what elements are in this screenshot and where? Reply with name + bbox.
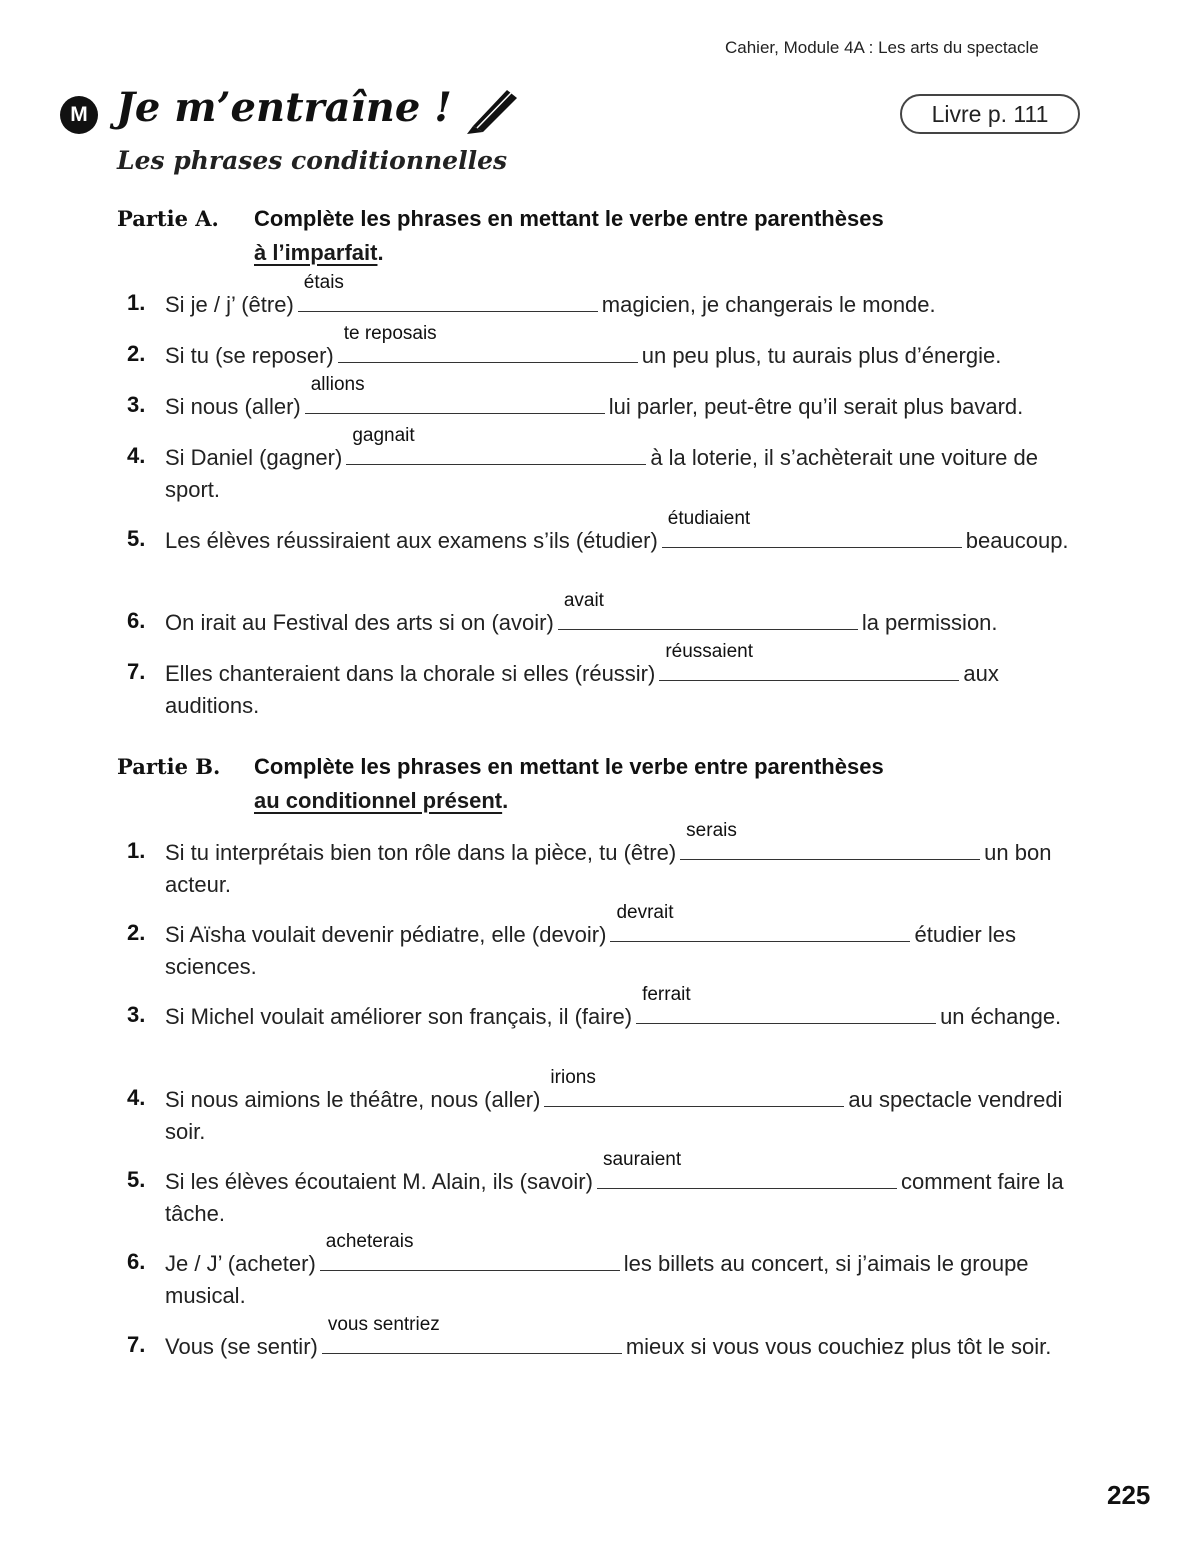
item-prompt: Si je / j’ (être): [165, 292, 294, 317]
partA-item-4: [127, 425, 1087, 506]
module-badge: M: [60, 96, 98, 134]
item-prompt: Elles chanteraient dans la chorale si elles (réussir): [165, 661, 656, 686]
item-prompt: Si Daniel (gagner): [165, 445, 343, 470]
partA-item-6: [127, 590, 1087, 639]
answer-field[interactable]: [298, 272, 598, 312]
page-header: Cahier, Module 4A : Les arts du spectacle: [725, 38, 1039, 57]
item-continuation: mieux si vous vous couchiez plus tôt le soir.: [625, 1334, 1052, 1359]
item-number: 3.: [127, 392, 146, 417]
item-continuation: magicien, je changerais le monde.: [601, 292, 936, 317]
item-continuation: la permission.: [861, 610, 998, 635]
item-number: 4.: [127, 1085, 146, 1110]
item-continuation: un échange.: [940, 1004, 1062, 1029]
partB-instruction-end: .: [502, 788, 509, 813]
partA-item-3: [127, 374, 1087, 423]
pencil-icon: [463, 84, 523, 134]
item-prompt: Si tu interprétais bien ton rôle dans la pièce, tu (être): [165, 840, 677, 865]
partA-instruction-line2: [117, 236, 884, 270]
answer-field[interactable]: [659, 641, 959, 681]
item-prompt: On irait au Festival des arts si on (avoir): [165, 610, 554, 635]
partB-item-4: [127, 1067, 1087, 1148]
title-row: [60, 84, 1090, 144]
answer-text: ferrait: [642, 984, 691, 1005]
item-number: 4.: [127, 443, 146, 468]
answer-field[interactable]: [558, 590, 858, 630]
partB-instruction: Complète les phrases en mettant le verbe entre parenthèses: [254, 754, 884, 779]
item-prompt: Si tu (se reposer): [165, 343, 334, 368]
answer-field[interactable]: [597, 1149, 897, 1189]
item-number: 1.: [127, 838, 146, 863]
item-number: 6.: [127, 608, 146, 633]
livre-reference-badge: Livre p. 111: [900, 94, 1080, 134]
partB-item-6: [127, 1231, 1087, 1312]
partB-instruction-line2: [117, 784, 884, 818]
partA-item-2: [127, 323, 1087, 372]
partB-item-1: [127, 820, 1087, 901]
answer-text: vous sentriez: [327, 1314, 440, 1335]
item-number: 5.: [127, 526, 146, 551]
page-title: Je m’entraîne !: [116, 84, 452, 131]
answer-text: gagnait: [352, 425, 415, 446]
item-continuation: les billets au concert, si j’aimais le groupe musical.: [165, 1251, 1029, 1308]
item-continuation: un bon acteur.: [165, 840, 1052, 897]
answer-text: serais: [686, 820, 737, 841]
item-number: 5.: [127, 1167, 146, 1192]
answer-text: avait: [563, 590, 604, 611]
item-prompt: Vous (se sentir): [165, 1334, 318, 1359]
partA-label: Partie A.: [117, 206, 219, 231]
item-number: 7.: [127, 1332, 146, 1357]
partB-label: Partie B.: [117, 754, 221, 779]
partA-heading: [117, 202, 884, 270]
answer-field[interactable]: [544, 1067, 844, 1107]
answer-field[interactable]: [610, 902, 910, 942]
item-prompt: Si nous (aller): [165, 394, 301, 419]
answer-field[interactable]: [662, 508, 962, 548]
item-prompt: Les élèves réussiraient aux examens s’ils (étudier): [165, 528, 658, 553]
item-number: 7.: [127, 659, 146, 684]
answer-text: devrait: [616, 902, 674, 923]
answer-text: étudiaient: [667, 508, 751, 529]
item-continuation: aux auditions.: [165, 661, 999, 718]
answer-field[interactable]: [320, 1231, 620, 1271]
item-number: 2.: [127, 341, 146, 366]
partB-item-3: [127, 984, 1087, 1033]
item-prompt: Si Aïsha voulait devenir pédiatre, elle (devoir): [165, 922, 607, 947]
item-prompt: Si les élèves écoutaient M. Alain, ils (savoir): [165, 1169, 593, 1194]
item-continuation: au spectacle vendredi soir.: [165, 1087, 1063, 1144]
partA-item-1: [127, 272, 1087, 321]
answer-field[interactable]: [636, 984, 936, 1024]
answer-field[interactable]: [680, 820, 980, 860]
answer-field[interactable]: [322, 1314, 622, 1354]
item-continuation: étudier les sciences.: [165, 922, 1016, 979]
partA-item-5: [127, 508, 1087, 557]
partA-item-7: [127, 641, 1087, 722]
partA-instruction-end: .: [377, 240, 384, 265]
page-number: 225: [1107, 1480, 1151, 1510]
item-prompt: Si nous aimions le théâtre, nous (aller): [165, 1087, 541, 1112]
item-number: 6.: [127, 1249, 146, 1274]
partB-item-5: [127, 1149, 1087, 1230]
answer-field[interactable]: [305, 374, 605, 414]
answer-text: acheterais: [325, 1231, 414, 1252]
partA-instruction-emphasis: à l’imparfait: [254, 240, 378, 265]
answer-text: irions: [550, 1067, 596, 1088]
section-subtitle: Les phrases conditionnelles: [117, 146, 508, 175]
item-prompt: Je / J’ (acheter): [165, 1251, 316, 1276]
item-number: 3.: [127, 1002, 146, 1027]
partB-item-2: [127, 902, 1087, 983]
item-continuation: à la loterie, il s’achèterait une voiture de sport.: [165, 445, 1038, 502]
item-prompt: Si Michel voulait améliorer son français, il (faire): [165, 1004, 633, 1029]
partA-instruction: Complète les phrases en mettant le verbe entre parenthèses: [254, 206, 884, 231]
answer-text: allions: [310, 374, 365, 395]
answer-text: sauraient: [602, 1149, 682, 1170]
partB-item-7: [127, 1314, 1087, 1363]
item-continuation: comment faire la tâche.: [165, 1169, 1064, 1226]
partB-heading: [117, 750, 884, 818]
answer-field[interactable]: [346, 425, 646, 465]
answer-text: te reposais: [343, 323, 437, 344]
answer-text: réussaient: [665, 641, 754, 662]
answer-field[interactable]: [338, 323, 638, 363]
item-continuation: lui parler, peut-être qu’il serait plus bavard.: [608, 394, 1024, 419]
answer-text: étais: [303, 272, 344, 293]
partB-instruction-emphasis: au conditionnel présent: [254, 788, 503, 813]
item-number: 1.: [127, 290, 146, 315]
item-continuation: un peu plus, tu aurais plus d’énergie.: [641, 343, 1002, 368]
item-number: 2.: [127, 920, 146, 945]
item-continuation: beaucoup.: [965, 528, 1069, 553]
